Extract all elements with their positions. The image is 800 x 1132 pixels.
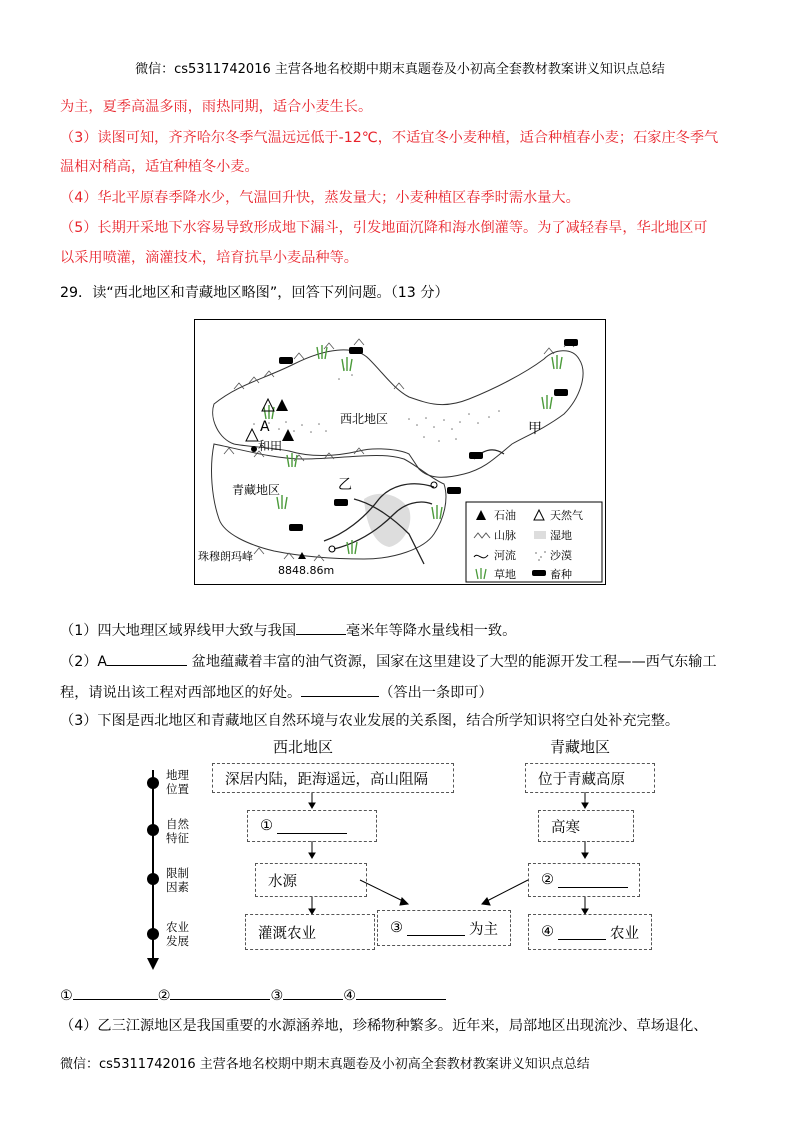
legend-livestock-icon [532, 570, 546, 576]
nw-agriculture-box: 灌溉农业 [245, 914, 375, 950]
question-3: （3）下图是西北地区和青藏地区自然环境与农业发展的关系图，结合所学知识将空白处补充完整。 [60, 713, 680, 729]
qz-agriculture-box[interactable]: ④ 农业 [528, 914, 652, 950]
legend-label: 石油 [494, 509, 516, 522]
answer-line: 以采用喷灌，滴灌技术，培育抗旱小麦品种等。 [60, 250, 358, 266]
blanks-row [60, 985, 750, 1006]
city-dot [251, 446, 257, 452]
nw-location-box: 深居内陆，距海遥远，高山阻隔 [212, 763, 454, 793]
answer-blank[interactable] [296, 620, 346, 635]
label-elevation: 8848.86m [278, 564, 335, 577]
q2-text: （答出一条即可） [379, 685, 493, 701]
legend-wetland-icon [534, 531, 546, 539]
page-footer: 微信：cs5311742016 主营各地名校期中期末真题卷及小初高全套教材教案讲义知识点总结 [60, 1057, 590, 1072]
map-legend [466, 502, 602, 582]
answer-blank[interactable] [107, 651, 187, 666]
answer-line: 温相对稍高，适宜种植冬小麦。 [60, 159, 259, 175]
blank-label: ① [60, 988, 73, 1004]
legend-label: 山脉 [494, 529, 516, 542]
q2-text: （2）A [60, 654, 108, 670]
q2-text: 程，请说出该工程对西部地区的好处。 [60, 685, 302, 701]
blank-label: ④ [343, 988, 356, 1004]
qz-limit-box[interactable]: ② [528, 863, 640, 897]
answer-line: （5）长期开采地下水容易导致形成地下漏斗，引发地面沉降和海水倒灌等。为了减轻春旱，华北地区可 [60, 220, 708, 236]
question-4: （4）乙三江源地区是我国重要的水源涵养地，珍稀物种繁多。近年来，局部地区出现流沙、草场退化、 [60, 1018, 708, 1034]
qz-location-box: 位于青藏高原 [525, 763, 655, 793]
answer-blank[interactable] [356, 985, 446, 1000]
q1-text: （1）四大地理区域界线甲大致与我国 [60, 623, 297, 639]
axis-label: 地理 位置 [166, 768, 189, 796]
region-map [194, 319, 606, 585]
question-title: 29．读“西北地区和青藏地区略图”，回答下列问题。（13 分） [60, 285, 449, 301]
axis-label: 限制 因素 [166, 866, 189, 894]
axis-label: 自然 特征 [166, 817, 189, 845]
legend-label: 草地 [494, 568, 516, 581]
answer-blank[interactable] [301, 682, 379, 697]
answer-blank[interactable] [170, 985, 270, 1000]
legend-label: 沙漠 [550, 549, 572, 562]
label-northwest: 西北地区 [340, 412, 389, 426]
legend-label: 河流 [494, 549, 516, 562]
legend-label: 畜种 [550, 568, 572, 581]
label-qinghai-tibet: 青藏地区 [232, 483, 281, 497]
q2-text: 盆地蕴藏着丰富的油气资源，国家在这里建设了大型的能源开发工程——西气东输工 [191, 654, 717, 670]
label-city: 和田 [258, 439, 283, 453]
q1-text: 毫米年等降水量线相一致。 [346, 623, 517, 639]
label-a: A [260, 419, 270, 435]
nw-limit-box: 水源 [255, 863, 367, 897]
answer-line: （4）华北平原春季降水少，气温回升快，蒸发量大；小麦种植区春季时需水量大。 [60, 190, 580, 206]
label-jia: 甲 [528, 421, 542, 437]
legend-label: 湿地 [550, 529, 572, 542]
blank-label: ② [157, 988, 171, 1004]
question-2-cont [60, 682, 750, 703]
relation-diagram [140, 730, 670, 970]
label-peak: 珠穆朗玛峰 [198, 550, 253, 563]
column-header-qz: 青藏地区 [550, 738, 611, 756]
nw-nature-box[interactable]: ① [247, 810, 377, 842]
legend-label: 天然气 [550, 509, 583, 522]
question-1 [60, 620, 750, 641]
question-2 [60, 651, 750, 672]
axis-label: 农业 发展 [166, 920, 189, 948]
page-header: 微信：cs5311742016 主营各地名校期中期末真题卷及小初高全套教材教案讲义知识点总结 [135, 62, 665, 77]
middle-box[interactable]: ③ 为主 [377, 910, 511, 946]
label-yi: 乙 [338, 477, 352, 493]
answer-line: （3）读图可知，齐齐哈尔冬季气温远远低于-12℃，不适宜冬小麦种植，适合种植春小麦；石家庄冬季气 [60, 130, 719, 146]
column-header-nw: 西北地区 [273, 738, 334, 756]
blank-label: ③ [270, 988, 284, 1004]
answer-line: 为主，夏季高温多雨，雨热同期，适合小麦生长。 [60, 99, 373, 115]
answer-blank[interactable] [283, 985, 343, 1000]
qz-nature-box: 高寒 [538, 810, 634, 842]
answer-blank[interactable] [73, 985, 158, 1000]
